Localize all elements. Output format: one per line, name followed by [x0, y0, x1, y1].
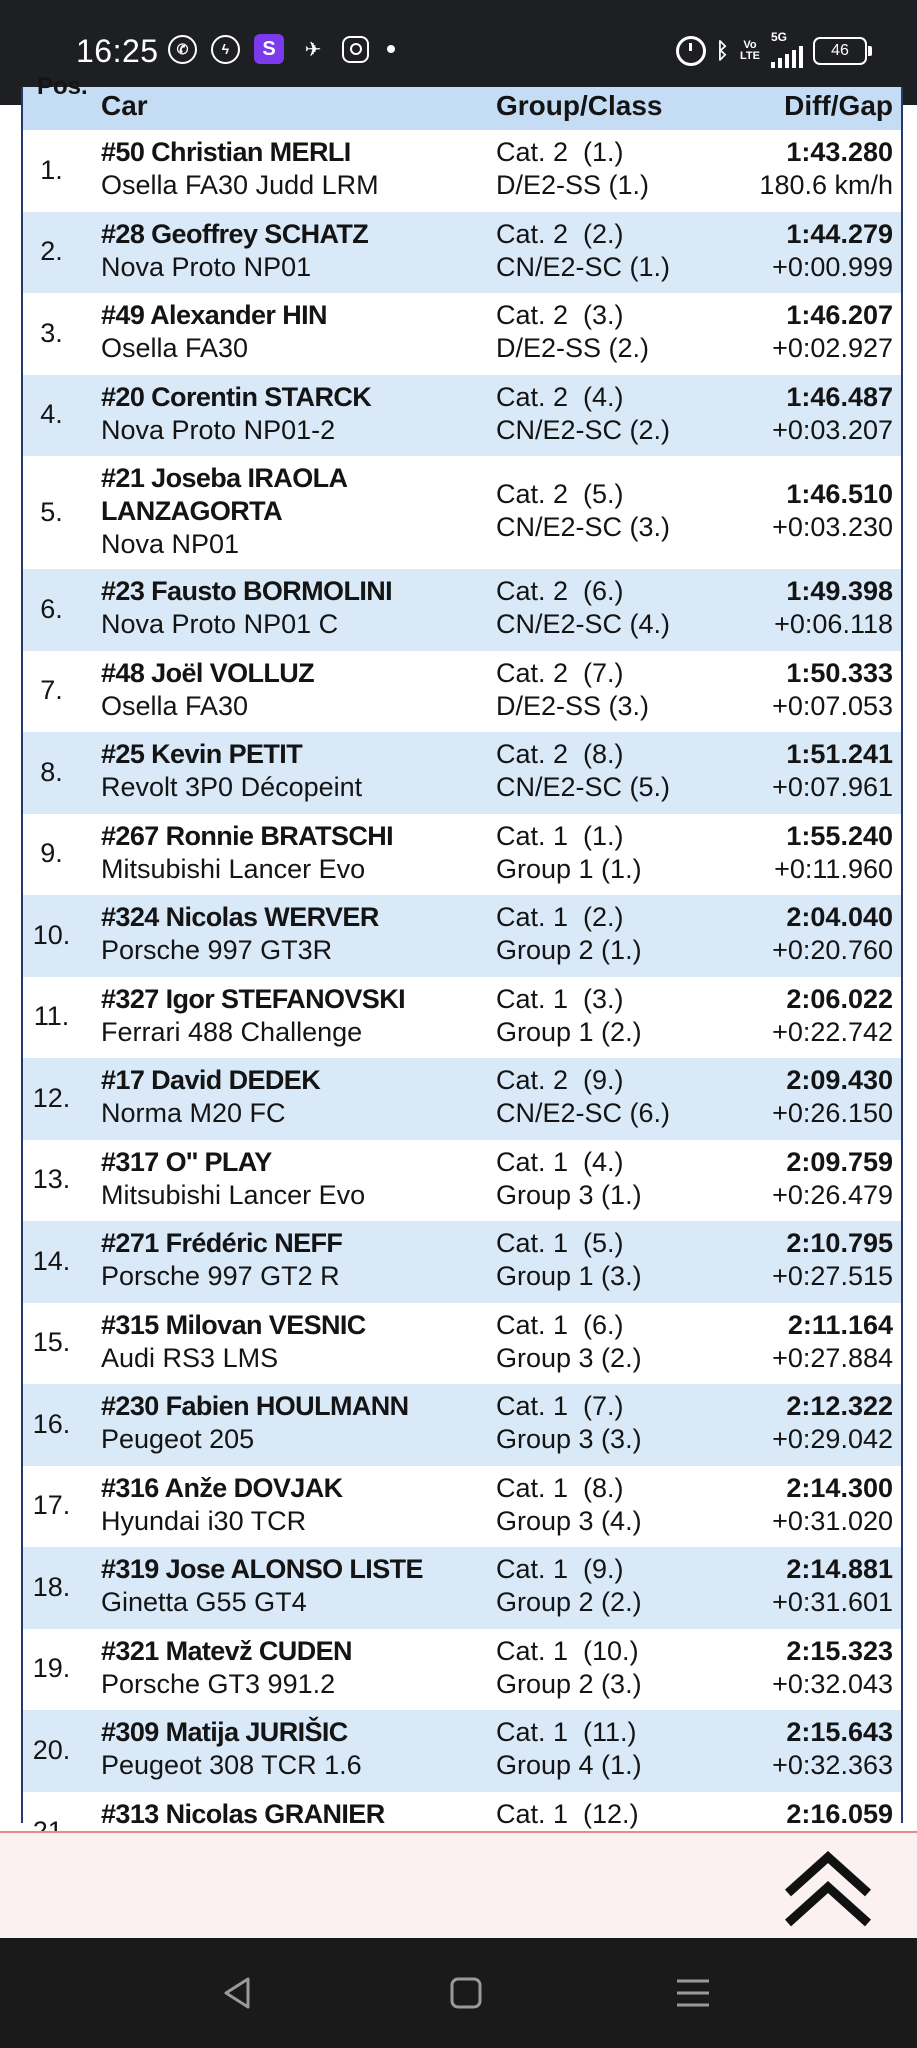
gap-value: +0:00.999 [772, 251, 893, 282]
driver-name-line2: LANZAGORTA [101, 496, 282, 526]
table-row [23, 1710, 901, 1792]
group-class-cell [496, 1064, 670, 1130]
table-row [23, 375, 901, 457]
gap-value: +0:26.479 [772, 1179, 893, 1210]
category: Cat. 1 (2.) [496, 902, 624, 932]
car-model: Hyundai i30 TCR [101, 1505, 307, 1536]
gap-value: +0:20.760 [772, 935, 893, 965]
car-cell [101, 462, 347, 561]
position-cell: 6. [40, 593, 63, 624]
group-class-cell [496, 218, 670, 284]
gap-value: +0:02.927 [772, 333, 893, 363]
table-row [23, 732, 901, 814]
car-model: Osella FA30 Judd LRM [101, 170, 379, 200]
position-cell: 11. [33, 1001, 70, 1032]
car-cell [101, 1553, 423, 1619]
driver-name: #20 Corentin STARCK [101, 381, 372, 412]
diff-gap-cell [774, 575, 893, 641]
group-class-cell [496, 820, 642, 886]
car-model: Peugeot 308 TCR 1.6 [101, 1750, 362, 1780]
group-class-cell [496, 901, 642, 967]
lap-time: 1:46.487 [786, 381, 893, 412]
volte-indicator: Vo LTE [740, 39, 760, 62]
lap-time: 2:16.059 [786, 1798, 893, 1829]
diff-gap-cell [772, 1635, 893, 1701]
category: Cat. 1 (10.) [496, 1635, 639, 1666]
driver-name: #309 Matija JURIŠIC [101, 1717, 348, 1747]
lap-time: 2:14.300 [786, 1472, 893, 1503]
table-row [23, 651, 901, 733]
lap-time: 2:11.164 [787, 1309, 893, 1340]
bottom-panel [0, 1831, 917, 1939]
category: Cat. 1 (6.) [496, 1309, 624, 1340]
diff-gap-cell [772, 1064, 893, 1130]
header-car: Car [101, 90, 148, 121]
driver-name: #271 Frédéric NEFF [101, 1228, 343, 1258]
group-class-cell [496, 1716, 642, 1782]
category: Cat. 2 (7.) [496, 657, 624, 688]
lap-time: 1:50.333 [786, 657, 893, 688]
diff-gap-cell [772, 299, 893, 365]
gap-value: +0:22.742 [772, 1016, 893, 1047]
car-model: Porsche GT3 991.2 [101, 1668, 336, 1699]
car-model: Nova Proto NP01-2 [101, 414, 336, 445]
class: Group 1 (3.) [496, 1261, 642, 1291]
car-cell [101, 983, 405, 1049]
driver-name: #23 Fausto BORMOLINI [101, 576, 393, 606]
driver-name: #267 Ronnie BRATSCHI [101, 820, 394, 851]
lap-time: 2:12.322 [786, 1391, 893, 1421]
position-cell: 12. [32, 1082, 71, 1113]
class: Group 2 (2.) [496, 1587, 642, 1617]
category: Cat. 1 (1.) [496, 820, 624, 851]
category: Cat. 2 (3.) [496, 300, 624, 330]
table-row [23, 569, 901, 651]
class: CN/E2-SC (4.) [496, 609, 671, 639]
driver-name: #50 Christian MERLI [101, 137, 351, 167]
category: Cat. 2 (9.) [496, 1065, 624, 1095]
category: Cat. 1 (7.) [496, 1391, 624, 1421]
network-type: 5G [771, 30, 788, 44]
lap-time: 2:15.323 [786, 1635, 893, 1666]
diff-gap-cell [772, 1146, 893, 1212]
table-row [23, 1466, 901, 1548]
class: Group 3 (3.) [496, 1424, 642, 1454]
car-cell [101, 1309, 366, 1375]
driver-name: #17 David DEDEK [101, 1065, 321, 1095]
class: D/E2-SS (2.) [496, 333, 650, 363]
position-cell: 8. [40, 756, 63, 787]
class: Group 3 (2.) [496, 1342, 642, 1373]
system-icons [676, 30, 867, 68]
gap-value: +0:07.961 [772, 772, 893, 802]
position-cell: 1. [40, 154, 63, 185]
gap-value: 180.6 km/h [759, 170, 893, 200]
category: Cat. 1 (3.) [496, 983, 624, 1014]
gap-value: +0:31.020 [772, 1505, 893, 1536]
group-class-cell [496, 1146, 642, 1212]
gap-value: +0:31.601 [772, 1587, 893, 1617]
class: CN/E2-SC (5.) [496, 772, 671, 802]
driver-name: #48 Joël VOLLUZ [101, 657, 315, 688]
category: Cat. 1 (4.) [496, 1146, 624, 1177]
class: CN/E2-SC (2.) [496, 414, 671, 445]
gap-value: +0:11.960 [774, 853, 893, 884]
position-cell: 2. [40, 236, 63, 267]
table-row [23, 1303, 901, 1385]
lap-time: 2:09.759 [786, 1146, 893, 1177]
menu-lines-icon[interactable] [673, 1973, 713, 2013]
car-model: Porsche 997 GT3R [101, 935, 333, 965]
car-model: Mitsubishi Lancer Evo [101, 1179, 366, 1210]
driver-name: #327 Igor STEFANOVSKI [101, 983, 405, 1014]
gap-value: +0:27.884 [772, 1342, 893, 1373]
category: Cat. 2 (8.) [496, 739, 624, 769]
car-cell [101, 1146, 365, 1212]
group-class-cell [496, 478, 670, 544]
flight-icon: ✈ [304, 38, 322, 61]
gap-value: +0:27.515 [772, 1261, 893, 1291]
group-class-cell [496, 983, 642, 1049]
position-cell: 20. [32, 1734, 71, 1765]
diff-gap-cell [772, 657, 893, 723]
group-class-cell [496, 299, 649, 365]
diff-gap-cell [772, 738, 893, 804]
alarm-icon [676, 36, 706, 66]
diff-gap-cell [772, 983, 893, 1049]
car-cell [101, 381, 371, 447]
table-row [23, 1629, 901, 1711]
category: Cat. 1 (11.) [496, 1717, 637, 1747]
car-model: Osella FA30 [101, 690, 249, 721]
table-row [23, 130, 901, 212]
table-row [23, 212, 901, 294]
group-class-cell [496, 657, 649, 723]
position-cell: 7. [40, 675, 63, 706]
category: Cat. 2 (4.) [496, 381, 624, 412]
car-cell [101, 136, 379, 202]
group-class-cell [496, 136, 649, 202]
car-cell [101, 575, 392, 641]
driver-name: #316 Anže DOVJAK [101, 1472, 343, 1503]
category: Cat. 2 (1.) [496, 137, 624, 167]
gap-value: +0:03.230 [772, 512, 893, 542]
messenger-icon: ϟ [211, 35, 240, 64]
diff-gap-cell [786, 1798, 893, 1831]
diff-gap-cell [772, 1553, 893, 1619]
position-cell: 4. [40, 399, 63, 430]
bluetooth-icon: ᛒ [715, 38, 729, 63]
car-cell [101, 1064, 320, 1130]
navigation-bar [0, 1938, 917, 2048]
gap-value: +0:06.118 [774, 609, 893, 639]
diff-gap-cell [759, 136, 893, 202]
table-row [23, 456, 901, 569]
table-row [23, 1384, 901, 1466]
double-chevron-up-icon[interactable] [780, 1847, 876, 1929]
header-pos: Pos. [37, 73, 88, 100]
car-cell [101, 738, 362, 804]
car-model: Norma M20 FC [101, 1098, 286, 1128]
group-class-cell [496, 1227, 642, 1293]
car-cell [101, 1635, 352, 1701]
car-model: Revolt 3P0 Décopeint [101, 772, 363, 802]
group-class-cell [496, 1472, 642, 1538]
position-cell: 3. [40, 317, 63, 348]
class: Group 3 (1.) [496, 1179, 642, 1210]
table-row [23, 1221, 901, 1303]
position-cell: 18. [32, 1571, 71, 1602]
instagram-icon [342, 36, 369, 63]
group-class-cell [496, 1798, 639, 1831]
diff-gap-cell [772, 901, 893, 967]
position-cell: 5. [40, 496, 63, 527]
gap-value: +0:07.053 [772, 690, 893, 721]
driver-name: #321 Matevž CUDEN [101, 1635, 352, 1666]
class: Group 2 (1.) [496, 935, 642, 965]
lap-time: 1:46.207 [786, 300, 893, 330]
car-cell [101, 1390, 409, 1456]
car-model: Porsche 997 GT2 R [101, 1261, 340, 1291]
driver-name: #319 Jose ALONSO LISTE [101, 1554, 423, 1584]
car-cell [101, 1227, 342, 1293]
diff-gap-cell [772, 1716, 893, 1782]
lap-time: 2:09.430 [786, 1065, 893, 1095]
category: Cat. 2 (6.) [496, 576, 624, 606]
group-class-cell [496, 1553, 642, 1619]
table-row [23, 1547, 901, 1629]
car-model: Audi RS3 LMS [101, 1342, 279, 1373]
position-cell: 16. [32, 1408, 71, 1439]
lap-time: 2:06.022 [786, 983, 893, 1014]
diff-gap-cell [772, 381, 893, 447]
driver-name: #324 Nicolas WERVER [101, 902, 379, 932]
category: Cat. 2 (2.) [496, 218, 624, 249]
lap-time: 2:14.881 [786, 1554, 893, 1584]
group-class-cell [496, 381, 670, 447]
home-square-icon[interactable] [446, 1973, 486, 2013]
car-model: Nova Proto NP01 [101, 251, 312, 282]
position-cell: 19. [32, 1653, 71, 1684]
gap-value: +0:26.150 [772, 1098, 893, 1128]
results-table [21, 73, 903, 1829]
signal-icon [771, 30, 803, 68]
table-row [23, 814, 901, 896]
notification-icons [168, 34, 395, 64]
driver-name: #230 Fabien HOULMANN [101, 1391, 409, 1421]
class: Group 1 (1.) [496, 853, 642, 884]
header-group-class: Group/Class [496, 90, 663, 121]
lap-time: 1:55.240 [786, 820, 893, 851]
car-cell [101, 657, 314, 723]
group-class-cell [496, 1309, 642, 1375]
header-diff-gap: Diff/Gap [784, 90, 893, 121]
gap-value: +0:03.207 [772, 414, 893, 445]
back-triangle-icon[interactable] [218, 1973, 258, 2013]
table-row [23, 1058, 901, 1140]
car-cell [101, 820, 393, 886]
diff-gap-cell [774, 820, 893, 886]
lap-time: 1:43.280 [786, 137, 893, 167]
position-cell: 15. [32, 1327, 71, 1358]
category: Cat. 1 (8.) [496, 1472, 624, 1503]
lap-time: 1:44.279 [786, 218, 893, 249]
table-row [23, 1140, 901, 1222]
lap-time: 1:49.398 [786, 576, 893, 606]
position-cell: 10. [32, 919, 71, 950]
car-cell [101, 1716, 362, 1782]
category: Cat. 1 (12.) [496, 1798, 639, 1829]
whatsapp-icon: ✆ [168, 35, 197, 64]
diff-gap-cell [772, 478, 893, 544]
car-model: Osella FA30 [101, 333, 249, 363]
position-cell: 9. [40, 838, 63, 869]
lap-time: 1:46.510 [786, 479, 893, 509]
battery-icon: 46 [813, 37, 867, 65]
diff-gap-cell [772, 1472, 893, 1538]
position-cell: 13. [32, 1164, 71, 1195]
more-notifications-dot-icon [387, 45, 395, 53]
diff-gap-cell [772, 1390, 893, 1456]
app-s-icon: S [254, 34, 284, 64]
class: D/E2-SS (1.) [496, 170, 650, 200]
car-cell [101, 299, 327, 365]
category: Cat. 2 (5.) [496, 479, 624, 509]
gap-value: +0:32.043 [772, 1668, 893, 1699]
car-cell [101, 1798, 385, 1831]
position-cell: 17. [32, 1490, 71, 1521]
class: D/E2-SS (3.) [496, 690, 650, 721]
group-class-cell [496, 738, 670, 804]
table-row [23, 895, 901, 977]
status-time: 16:25 [76, 33, 159, 69]
class: CN/E2-SC (1.) [496, 251, 671, 282]
lap-time: 2:15.643 [786, 1717, 893, 1747]
diff-gap-cell [772, 1227, 893, 1293]
lap-time: 2:10.795 [786, 1228, 893, 1258]
class: Group 2 (3.) [496, 1668, 642, 1699]
driver-name: #25 Kevin PETIT [101, 739, 303, 769]
group-class-cell [496, 1390, 642, 1456]
gap-value: +0:29.042 [772, 1424, 893, 1454]
category: Cat. 1 (5.) [496, 1228, 624, 1258]
class: Group 1 (2.) [496, 1016, 642, 1047]
group-class-cell [496, 1635, 642, 1701]
position-cell: 14. [32, 1245, 71, 1276]
class: CN/E2-SC (3.) [496, 512, 671, 542]
driver-name: #21 Joseba IRAOLA [101, 463, 348, 493]
gap-value: +0:32.363 [772, 1750, 893, 1780]
car-cell [101, 218, 368, 284]
driver-name: #313 Nicolas GRANIER [101, 1798, 385, 1829]
class: Group 3 (4.) [496, 1505, 642, 1536]
diff-gap-cell [772, 1309, 893, 1375]
table-row [23, 293, 901, 375]
car-cell [101, 1472, 343, 1538]
driver-name: #28 Geoffrey SCHATZ [101, 218, 369, 249]
car-model: Ginetta G55 GT4 [101, 1587, 307, 1617]
lap-time: 1:51.241 [786, 739, 893, 769]
driver-name: #49 Alexander HIN [101, 300, 327, 330]
diff-gap-cell [772, 218, 893, 284]
group-class-cell [496, 575, 670, 641]
car-model: Nova Proto NP01 C [101, 609, 339, 639]
class: CN/E2-SC (6.) [496, 1098, 671, 1128]
lap-time: 2:04.040 [786, 902, 893, 932]
car-model: Mitsubishi Lancer Evo [101, 853, 366, 884]
category: Cat. 1 (9.) [496, 1554, 624, 1584]
driver-name: #317 O'' PLAY [101, 1146, 272, 1177]
class: Group 4 (1.) [496, 1750, 642, 1780]
driver-name: #315 Milovan VESNIC [101, 1309, 366, 1340]
car-model: Nova NP01 [101, 529, 240, 559]
car-cell [101, 901, 379, 967]
table-header [23, 73, 901, 130]
table-row [23, 977, 901, 1059]
car-model: Ferrari 488 Challenge [101, 1016, 363, 1047]
car-model: Peugeot 205 [101, 1424, 255, 1454]
